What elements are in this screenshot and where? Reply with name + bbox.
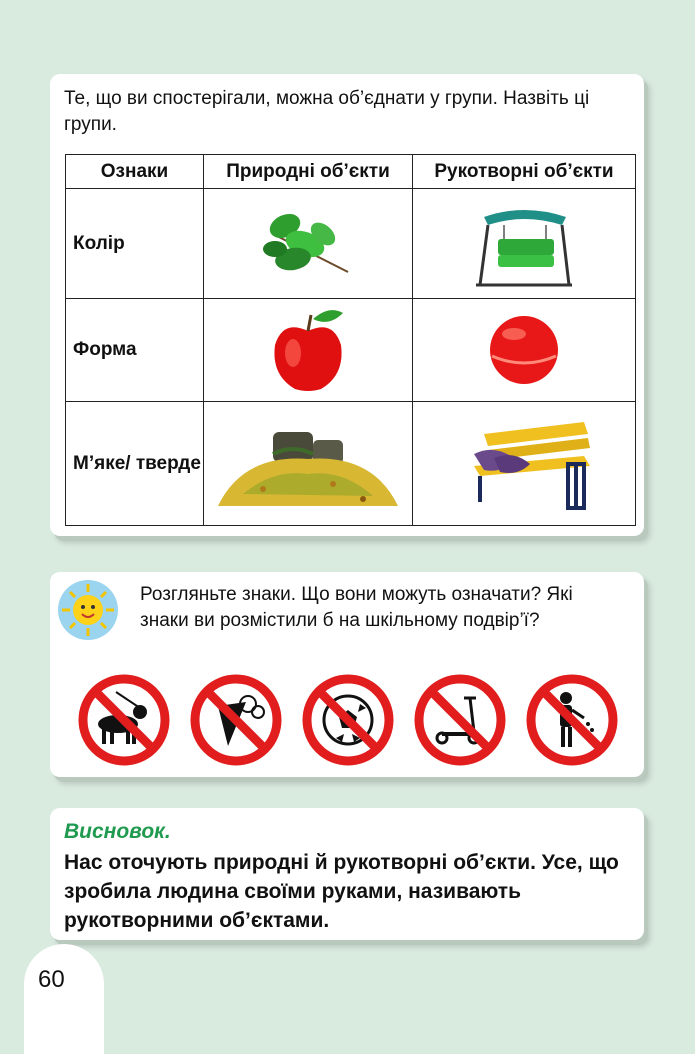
table-row bbox=[66, 299, 636, 402]
conclusion-card bbox=[50, 808, 644, 940]
page-number: 60 bbox=[38, 966, 65, 993]
leaf-pile-image bbox=[204, 402, 413, 526]
conclusion-title: Висновок. bbox=[64, 820, 171, 843]
row-label-softness: М’яке/ тверде bbox=[66, 402, 204, 526]
red-ball-image bbox=[413, 299, 636, 402]
park-bench-image bbox=[413, 402, 636, 526]
groups-card bbox=[50, 74, 644, 536]
signs-row bbox=[76, 672, 626, 768]
swing-bench-image bbox=[413, 189, 636, 299]
task-intro-text: Те, що ви спостерігали, можна об’єднати у групи. Назвіть ці групи. bbox=[64, 88, 590, 135]
row-label-shape: Форма bbox=[66, 299, 204, 402]
conclusion-text: Нас оточують природні й рукотворні об’єкти. Усе, що зробила людина своїми руками, називають рукотворними об’єктами. bbox=[64, 851, 619, 932]
row-label-color: Колір bbox=[66, 189, 204, 299]
no-ice-cream-sign bbox=[188, 672, 284, 768]
table-row bbox=[66, 189, 636, 299]
signs-card bbox=[50, 572, 644, 777]
sun-icon bbox=[56, 578, 120, 642]
apple-image bbox=[204, 299, 413, 402]
header-natural: Природні об’єкти bbox=[204, 155, 413, 189]
no-scooters-sign bbox=[412, 672, 508, 768]
table-row bbox=[66, 402, 636, 526]
page-number-badge bbox=[24, 944, 104, 1054]
leaves-image bbox=[204, 189, 413, 299]
no-littering-sign bbox=[524, 672, 620, 768]
no-ball-games-sign bbox=[300, 672, 396, 768]
header-manmade: Рукотворні об’єкти bbox=[413, 155, 636, 189]
signs-question: Розгляньте знаки. Що вони можуть означати? Які знаки ви розмістили б на шкільному подвір’ї? bbox=[140, 584, 573, 631]
objects-table bbox=[65, 154, 636, 526]
no-dogs-sign bbox=[76, 672, 172, 768]
header-features: Ознаки bbox=[66, 155, 204, 189]
